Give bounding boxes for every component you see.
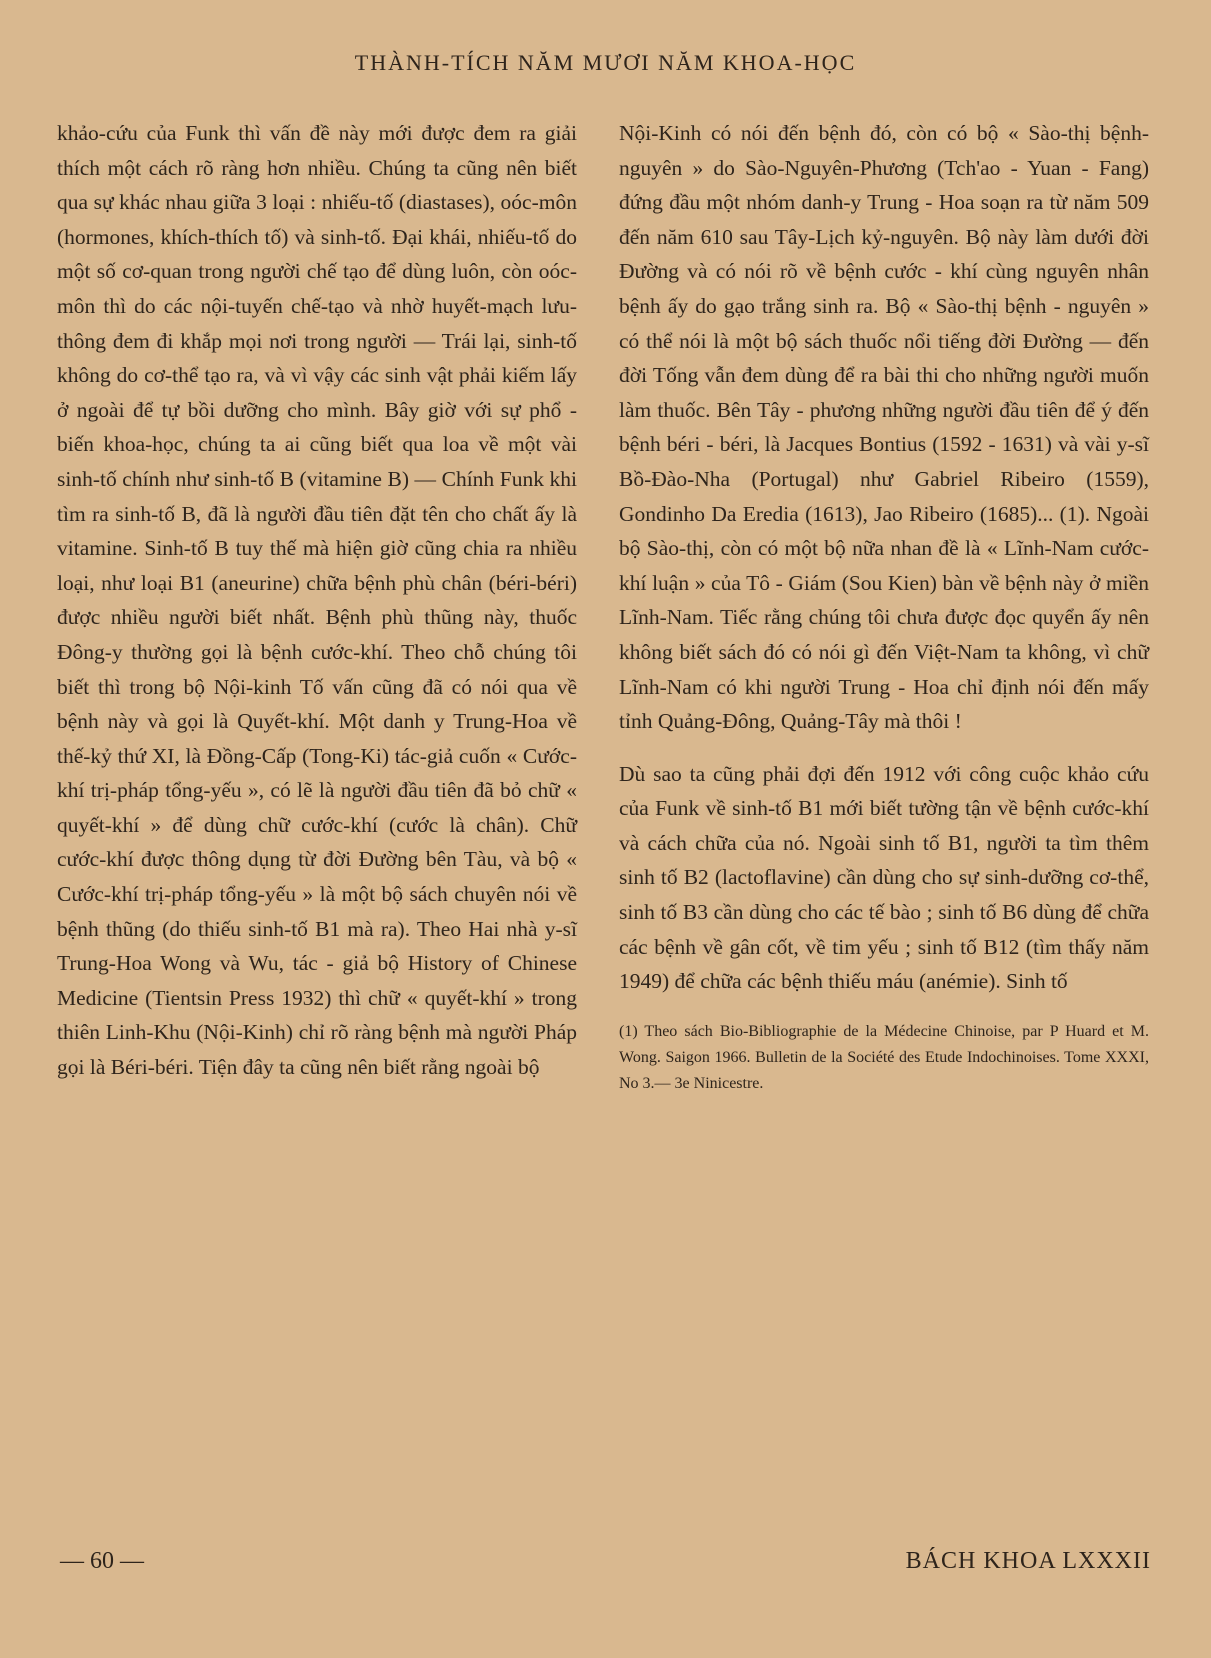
running-title: THÀNH-TÍCH NĂM MƯƠI NĂM KHOA-HỌC: [354, 50, 857, 75]
page-number: — 60 —: [60, 1548, 144, 1574]
right-paragraph-1: Nội-Kinh có nói đến bệnh đó, còn có bộ « Sào-thị bệnh-nguyên » do Sào-Nguyên-Phương (Tch'ao - Yuan - Fang) đứng đầu một nhóm danh-y Trung - Hoa soạn ra từ năm 509 đến năm 610 sau Tây-Lịch kỷ-nguyên. Bộ này làm dưới đời Đường và có nói rõ về bệnh cước - khí cùng nguyên nhân bệnh ấy do gạo trắng sinh ra. Bộ « Sào-thị bệnh - nguyên » có thể nói là một bộ sách thuốc nổi tiếng đời Đường — đến đời Tống vẫn đem dùng để ra bài thi cho những người muốn làm thuốc. Bên Tây - phương những người đầu tiên để ý đến bệnh béri - béri, là Jacques Bontius (1592 - 1631) và vài y-sĩ Bồ-Đào-Nha (Portugal) như Gabriel Ribeiro (1559), Gondinho Da Eredia (1613), Jao Ribeiro (1685)... (1). Ngoài bộ Sào-thị, còn có một bộ nữa nhan đề là « Lĩnh-Nam cước-khí luận » của Tô - Giám (Sou Kien) bàn về bệnh này ở miền Lĩnh-Nam. Tiếc rằng chúng tôi chưa được đọc quyển ấy nên không biết sách đó có nói gì đến Việt-Nam ta không, vì chữ Lĩnh-Nam có khi người Trung - Hoa chỉ định nói đến mấy tỉnh Quảng-Đông, Quảng-Tây mà thôi !: [619, 121, 1149, 734]
right-paragraph-2: Dù sao ta cũng phải đợi đến 1912 với công cuộc khảo cứu của Funk về sinh-tố B1 mới biết tường tận về bệnh cước-khí và cách chữa của nó. Ngoài sinh tố B1, người ta tìm thêm sinh tố B2 (lactoflavine) cần dùng cho sự sinh-dưỡng cơ-thể, sinh tố B3 cần dùng cho các tế bào ; sinh tố B6 dùng để chữa các bệnh về gân cốt, về tim yếu ; sinh tố B12 (tìm thấy năm 1949) để chữa các bệnh thiếu máu (anémie). Sinh tố: [619, 761, 1149, 994]
right-column: [619, 116, 1149, 1097]
journal-issue: BÁCH KHOA LXXXII: [905, 1548, 1151, 1574]
left-column-text: khảo-cứu của Funk thì vấn đề này mới được đem ra giải thích một cách rõ ràng hơn nhiều. Chúng ta cũng nên biết qua sự khác nhau giữa 3 loại : nhiếu-tố (diastases), oóc-môn (hormones, khích-thích tố) và sinh-tố. Đại khái, nhiếu-tố do một số cơ-quan trong người chế tạo để dùng luôn, còn oóc-môn thì do các nội-tuyến chế-tạo và nhờ huyết-mạch lưu-thông đem đi khắp mọi nơi trong người — Trái lại, sinh-tố không do cơ-thể tạo ra, và vì vậy các sinh vật phải kiếm lấy ở ngoài để tự bồi dưỡng cho mình. Bây giờ với sự phổ - biến khoa-học, chúng ta ai cũng biết qua loa về một vài sinh-tố chính như sinh-tố B (vitamine B) — Chính Funk khi tìm ra sinh-tố B, đã là người đầu tiên đặt tên cho chất ấy là vitamine. Sinh-tố B tuy thế mà hiện giờ cũng chia ra nhiều loại, như loại B1 (aneurine) chữa bệnh phù chân (béri-béri) được nhiều người biết nhất. Bệnh phù thũng này, thuốc Đông-y thường gọi là bệnh cước-khí. Theo chỗ chúng tôi biết thì trong bộ Nội-kinh Tố vấn cũng đã có nói qua về bệnh này và gọi là Quyết-khí. Một danh y Trung-Hoa về thế-kỷ thứ XI, là Đồng-Cấp (Tong-Ki) tác-giả cuốn « Cước-khí trị-pháp tổng-yếu », có lẽ là người đầu tiên đã bỏ chữ « quyết-khí » để dùng chữ cước-khí (cước là chân). Chữ cước-khí được thông dụng từ đời Đường bên Tàu, và bộ « Cước-khí trị-pháp tổng-yếu » là một bộ sách chuyên nói về bệnh thũng (do thiếu sinh-tố B1 mà ra). Theo Hai nhà y-sĩ Trung-Hoa Wong và Wu, tác - giả bộ History of Chinese Medicine (Tientsin Press 1932) thì chữ « quyết-khí » trong thiên Linh-Khu (Nội-Kinh) chỉ rõ ràng bệnh mà người Pháp gọi là Béri-béri. Tiện đây ta cũng nên biết rằng ngoài bộ: [57, 121, 577, 1080]
footnote: (1) Theo sách Bio-Bibliographie de la Médecine Chinoise, par P Huard et M. Wong. Saigon 1966. Bulletin de la Société des Etude Indochinoises. Tome XXXI, No 3.— 3e Ninicestre.: [619, 1022, 1149, 1092]
left-column: [57, 116, 577, 1085]
